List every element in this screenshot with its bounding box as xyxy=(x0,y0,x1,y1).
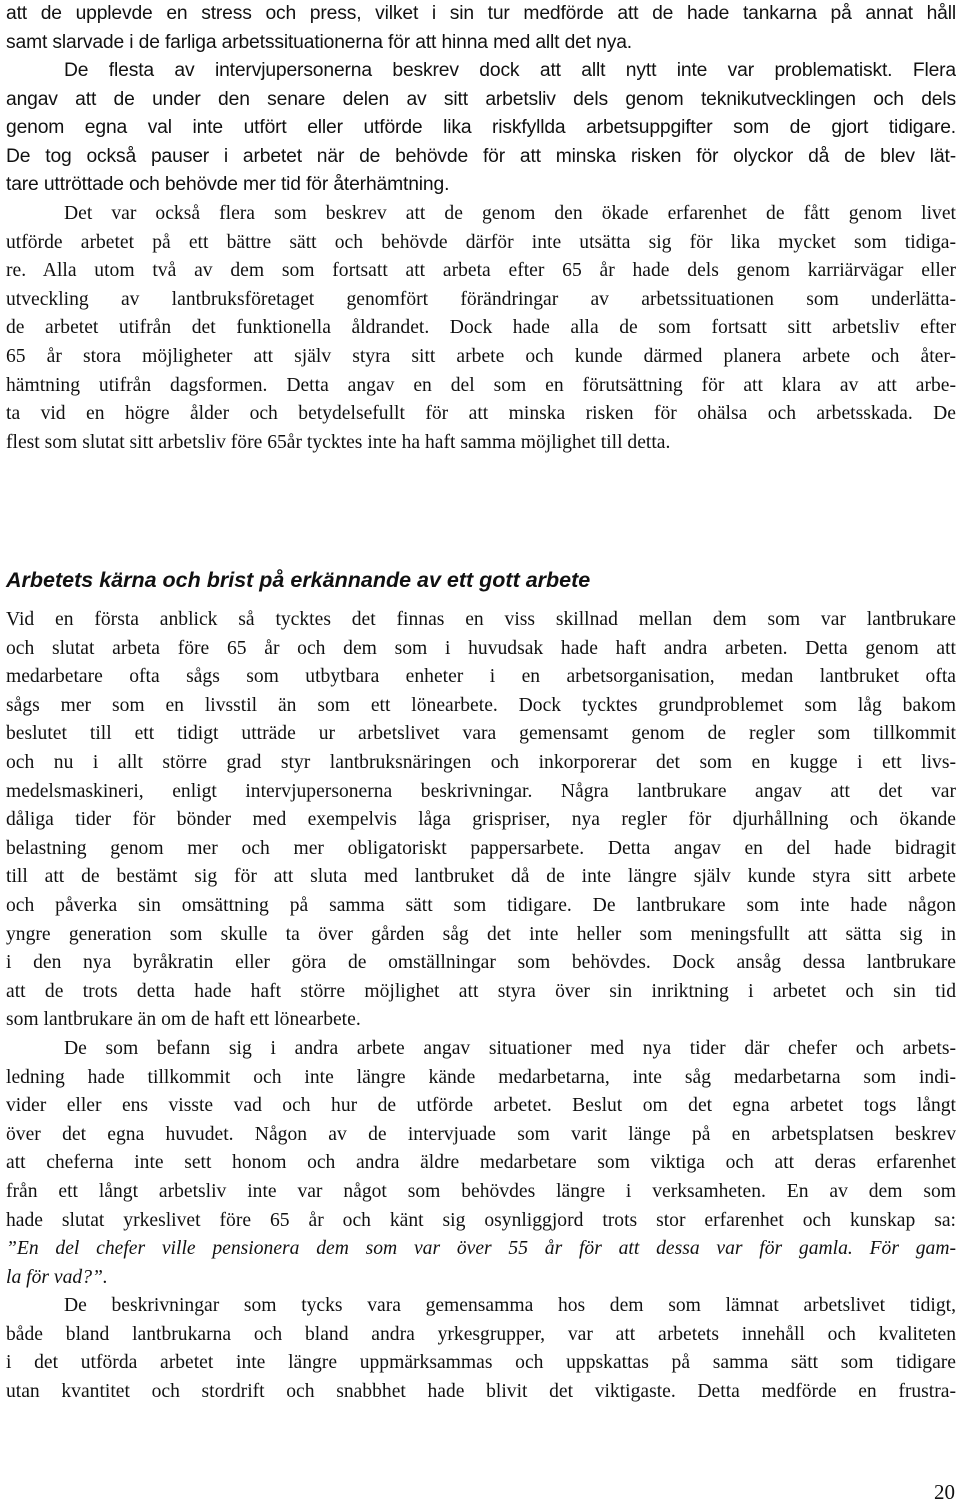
text-line: utan kvantitet och stordrift och snabbhet hade blivit det viktigaste. Detta medförde en frustra- xyxy=(6,1380,956,1402)
text-line: flest som slutat sitt arbetsliv före 65år tycktes inte ha haft samma möjlighet till detta. xyxy=(6,431,671,453)
text-line: i den nya byråkratin eller göra de omställningar som behövdes. Dock ansåg dessa lantbrukare xyxy=(6,952,956,974)
text-line: belastning genom mer och mer obligatoriskt pappersarbete. Detta angav en del hade bidragit xyxy=(6,837,956,859)
text-line: De tog också pauser i arbetet när de behövde för att minska risken för olyckor då de blev lät- xyxy=(6,145,956,167)
text-line: hämtning utifrån dagsformen. Detta angav en del som en förutsättning för att klara av att arbe- xyxy=(6,374,956,396)
paragraph-top xyxy=(6,0,956,57)
text-line: i det utförda arbetet inte längre uppmärksammas och uppskattas på samma sätt som tidigare xyxy=(6,1352,956,1374)
text-line: yngre generation som skulle ta över gården såg det inte heller som meningsfullt att sätta sig in xyxy=(6,923,956,945)
paragraph-flesta xyxy=(6,57,956,200)
text-line: de arbetet utifrån det funktionella åldrandet. Dock hade alla de som fortsatt sitt arbetsliv efter xyxy=(6,317,956,339)
paragraph-beskrivningar xyxy=(6,1292,956,1406)
text-line: re. Alla utom två av dem som fortsatt att arbeta efter 65 år hade dels genom karriärvägar eller xyxy=(6,260,956,282)
paragraph-karna xyxy=(6,606,956,1035)
text-line: utveckling av lantbruksföretaget genomfört förändringar av arbetssituationen som underlätta- xyxy=(6,288,956,310)
text-line: ledning hade tillkommit och inte längre kände medarbetarna, inte såg medarbetarna som indi- xyxy=(6,1066,956,1088)
quote-line: la för vad?”. xyxy=(6,1266,108,1288)
text-line: samt slarvade i de farliga arbetssituationerna för att hinna med allt det nya. xyxy=(6,31,633,53)
text-line: hade slutat yrkeslivet före 65 år och känt sig osynliggjord trots stor erfarenhet och kunskap sa: xyxy=(6,1209,956,1231)
text-line: tare uttröttade och behövde mer tid för återhämtning. xyxy=(6,174,450,196)
section-heading: Arbetets kärna och brist på erkännande av ett gott arbete xyxy=(6,568,591,592)
text-line: genom egna val inte utfört eller utförde lika riskfyllda arbetsuppgifter som de gjort tidigare. xyxy=(6,117,956,139)
text-line: och slutat arbeta före 65 år och dem som i huvudsak hade haft andra arbeten. Detta genom att xyxy=(6,637,956,659)
text-line: angav att de under den senare delen av sitt arbetsliv dels genom teknikutvecklingen och dels xyxy=(6,88,956,110)
text-line: medarbetare ofta sågs som utbytbara enheter i en arbetsorganisation, medan lantbruket ofta xyxy=(6,666,956,688)
text-line: Det var också flera som beskrev att de genom den ökade erfarenhet de fått genom livet xyxy=(64,203,956,224)
text-line: som lantbrukare än om de haft ett lönearbete. xyxy=(6,1009,361,1031)
text-line: och påverka sin omsättning på samma sätt som tidigare. De lantbrukare som inte hade någon xyxy=(6,894,956,916)
paragraph-erfarenhet xyxy=(6,200,956,457)
text-line: De flesta av intervjupersonerna beskrev dock att allt nytt inte var problematiskt. Flera xyxy=(64,60,956,81)
text-line: Vid en första anblick så tycktes det finnas en viss skillnad mellan dem som var lantbrukare xyxy=(6,609,956,630)
text-line: 65 år stora möjligheter att själv styra sitt arbete och kunde därmed planera arbete och åter- xyxy=(6,345,956,367)
text-line: till att de bestämt sig för att sluta med lantbruket då de inte längre själv kunde styra sitt arbete xyxy=(6,866,956,888)
text-line: över det egna huvudet. Någon av de intervjuade som varit länge på en arbetsplatsen beskrev xyxy=(6,1123,956,1145)
text-line: utförde arbetet på ett bättre sätt och behövde därför inte utsätta sig för lika mycket som tidiga- xyxy=(6,231,956,253)
text-line: medelsmaskineri, enligt intervjupersonerna beskrivningar. Några lantbrukare angav att det var xyxy=(6,780,956,802)
paragraph-andra-arbete xyxy=(6,1035,956,1292)
text-line: ta vid en högre ålder och betydelsefullt för att minska risken för ohälsa och arbetsskada. De xyxy=(6,403,956,425)
text-line: både bland lantbrukarna och bland andra yrkesgrupper, var att arbetets innehåll och kvaliteten xyxy=(6,1323,956,1345)
text-line: att cheferna inte sett honom och andra äldre medarbetare som viktiga och att deras erfarenhet xyxy=(6,1152,956,1174)
text-line: från ett långt arbetsliv inte var något som behövdes längre i verksamheten. En av dem som xyxy=(6,1180,956,1202)
text-line: dåliga tider för bönder med exempelvis låga grispriser, nya regler för djurhållning och ökande xyxy=(6,809,956,831)
text-line: vider eller ens visste vad och hur de utförde arbetet. Beslut om det egna arbetet togs långt xyxy=(6,1095,956,1117)
text-line: De som befann sig i andra arbete angav situationer med nya tider där chefer och arbets- xyxy=(64,1038,956,1059)
text-line: sågs mer som en livsstil än som ett lönearbete. Dock tycktes grundproblemet som låg bakom xyxy=(6,694,956,716)
quote-line: ”En del chefer ville pensionera dem som var över 55 år för att dessa var för gamla. För gam- xyxy=(6,1238,956,1260)
text-line: och nu i allt större grad styr lantbruksnäringen och inkorporerar det som en kugge i ett livs- xyxy=(6,751,956,773)
text-line: beslutet till ett tidigt utträde ur arbetslivet vara gemensamt genom de regler som tillkommit xyxy=(6,723,956,745)
text-line: att de trots detta hade haft större möjlighet att styra över sin inriktning i arbetet och sin tid xyxy=(6,980,956,1002)
text-line: De beskrivningar som tycks vara gemensamma hos dem som lämnat arbetslivet tidigt, xyxy=(64,1295,956,1316)
text-line: att de upplevde en stress och press, vilket i sin tur medförde att de hade tankarna på annat håll xyxy=(6,3,956,24)
page-number: 20 xyxy=(934,1480,955,1504)
